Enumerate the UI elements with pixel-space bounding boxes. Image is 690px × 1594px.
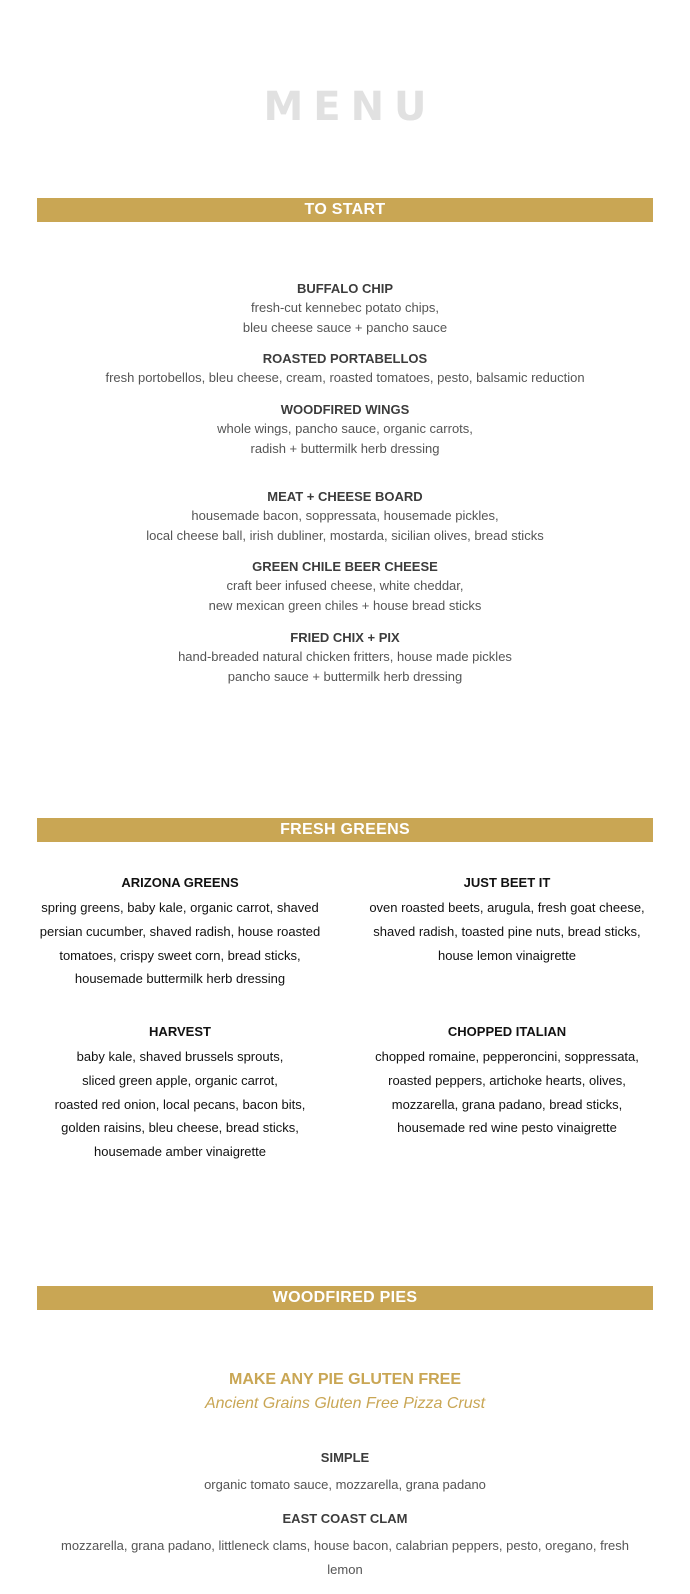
salad-item <box>30 874 330 991</box>
item-description: radish + buttermilk herb dressing <box>250 440 440 456</box>
item-description: housemade bacon, soppressata, housemade pickles, <box>191 508 499 523</box>
menu-item <box>0 558 690 615</box>
item-description: hand-breaded natural chicken fritters, house made pickles <box>178 649 512 664</box>
item-name: FRIED CHIX + PIX <box>290 630 400 645</box>
gluten-free-subtitle: Ancient Grains Gluten Free Pizza Crust <box>204 1395 486 1412</box>
item-description: golden raisins, bleu cheese, bread sticks, <box>61 1120 299 1136</box>
pie-item <box>0 1449 690 1497</box>
item-name: JUST BEET IT <box>463 875 551 890</box>
item-name: EAST COAST CLAM <box>282 1511 408 1526</box>
page-title: MENU <box>263 84 437 130</box>
item-description: house lemon vinaigrette <box>437 947 577 963</box>
item-description: roasted red onion, local pecans, bacon bits, <box>54 1096 306 1112</box>
menu-item <box>0 629 690 686</box>
menu-item <box>0 401 690 458</box>
item-description: spring greens, baby kale, organic carrot, shaved <box>41 900 319 915</box>
item-name: BUFFALO CHIP <box>296 281 394 296</box>
gluten-free-title: MAKE ANY PIE GLUTEN FREE <box>228 1371 462 1388</box>
menu-item <box>0 350 690 388</box>
item-description: local cheese ball, irish dubliner, mostarda, sicilian olives, bread sticks <box>146 527 544 543</box>
item-description: roasted peppers, artichoke hearts, olives, <box>388 1072 626 1088</box>
item-description: whole wings, pancho sauce, organic carrots, <box>217 421 473 436</box>
item-description: housemade buttermilk herb dressing <box>74 971 286 987</box>
item-description: tomatoes, crispy sweet corn, bread sticks, <box>59 947 301 963</box>
salad-item <box>357 1023 657 1140</box>
item-description: housemade red wine pesto vinaigrette <box>397 1120 617 1136</box>
item-description: housemade amber vinaigrette <box>94 1144 266 1160</box>
item-description: mozzarella, grana padano, bread sticks, <box>391 1096 623 1112</box>
item-name: ARIZONA GREENS <box>121 875 239 890</box>
item-description: bleu cheese sauce + pancho sauce <box>242 319 448 335</box>
section-header-to-start: TO START <box>37 198 653 222</box>
item-description: organic tomato sauce, mozzarella, grana padano <box>204 1477 486 1492</box>
item-name: SIMPLE <box>320 1450 370 1465</box>
item-description: fresh portobellos, bleu cheese, cream, roasted tomatoes, pesto, balsamic reduction <box>105 370 585 385</box>
item-description: shaved radish, toasted pine nuts, bread sticks, <box>373 923 641 939</box>
item-name: WOODFIRED WINGS <box>280 402 410 417</box>
item-description: fresh-cut kennebec potato chips, <box>251 300 439 315</box>
item-description: pancho sauce + buttermilk herb dressing <box>227 668 463 684</box>
item-name: HARVEST <box>149 1024 211 1039</box>
salad-item <box>357 874 657 967</box>
menu-item <box>0 488 690 545</box>
item-name: MEAT + CHEESE BOARD <box>267 489 423 504</box>
item-name: GREEN CHILE BEER CHEESE <box>252 559 438 574</box>
section-header-woodfired-pies: WOODFIRED PIES <box>37 1286 653 1310</box>
item-description: chopped romaine, pepperoncini, soppressata, <box>375 1049 639 1064</box>
section-header-fresh-greens: FRESH GREENS <box>37 818 653 842</box>
item-name: ROASTED PORTABELLOS <box>262 351 428 366</box>
salad-item <box>30 1023 330 1164</box>
item-description: oven roasted beets, arugula, fresh goat cheese, <box>369 900 645 915</box>
item-name: CHOPPED ITALIAN <box>447 1024 567 1039</box>
pie-item <box>0 1510 690 1582</box>
item-description: mozzarella, grana padano, littleneck clams, house bacon, calabrian peppers, pesto, oregano, fresh lemon <box>60 1538 629 1577</box>
menu-item <box>0 280 690 337</box>
item-description: baby kale, shaved brussels sprouts, <box>76 1049 284 1064</box>
item-description: new mexican green chiles + house bread sticks <box>208 597 482 613</box>
item-description: sliced green apple, organic carrot, <box>82 1072 278 1088</box>
item-description: persian cucumber, shaved radish, house roasted <box>39 923 321 939</box>
item-description: craft beer infused cheese, white cheddar, <box>226 578 464 593</box>
